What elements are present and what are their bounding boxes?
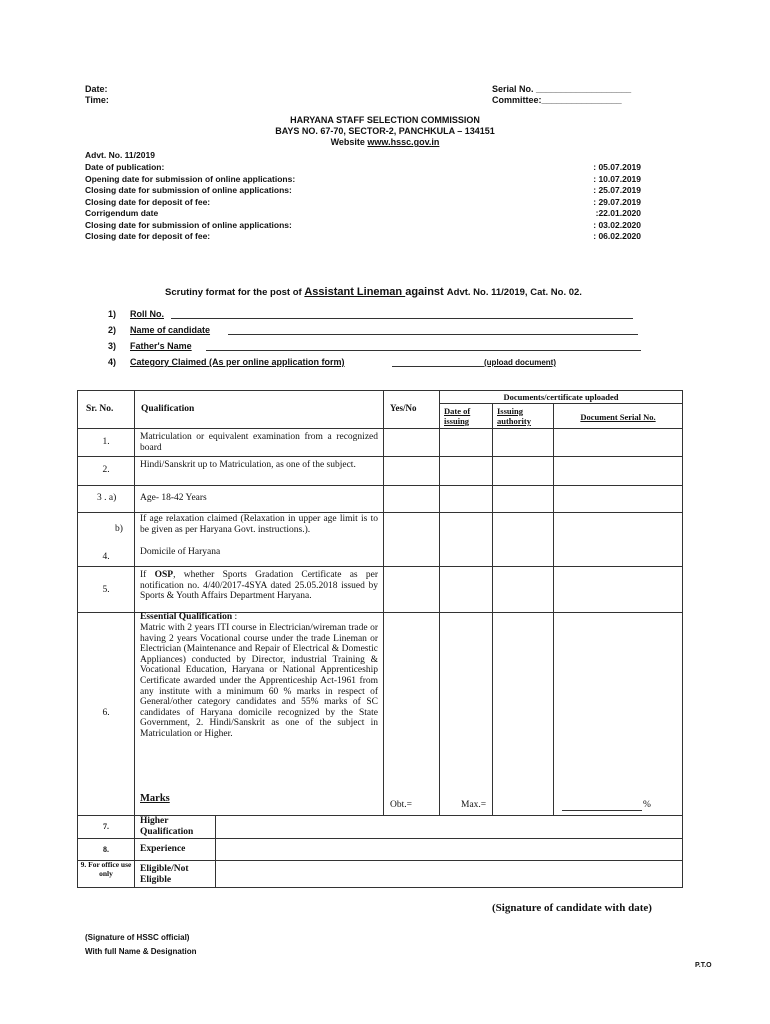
time-label: Time: <box>85 95 109 105</box>
pto-label: P.T.O <box>695 962 712 969</box>
committee-label: Committee:________________ <box>492 95 622 105</box>
row-1-qualification: Matriculation or equivalent examination from a recognized board <box>140 432 378 453</box>
website-prefix: Website <box>330 137 368 147</box>
father-name-field[interactable]: 3) Father's Name <box>108 341 192 351</box>
date-row: Closing date for submission of online applications: : 25.07.2019 <box>85 185 641 195</box>
row-1-sr: 1. <box>102 437 110 447</box>
row-7-sr: 7. <box>103 822 109 831</box>
col-date-issuing: Date of issuing <box>444 406 471 426</box>
col-document-serial: Document Serial No. <box>580 412 656 422</box>
date-label: Date: <box>85 84 108 94</box>
row-9-eligibility: Eligible/Not Eligible <box>140 864 189 885</box>
date-row: Closing date for deposit of fee: : 06.02.2020 <box>85 231 641 241</box>
row-6-sr: 6. <box>102 708 110 718</box>
roll-no-field[interactable]: 1) Roll No. <box>108 309 164 319</box>
col-documents: Documents/certificate uploaded <box>503 392 619 402</box>
post-name: Assistant Lineman <box>304 286 406 298</box>
obtained-marks[interactable]: Obt.= <box>390 800 412 810</box>
category-field[interactable]: 4) Category Claimed (As per online application form) <box>108 357 345 367</box>
website-link[interactable]: www.hssc.gov.in <box>367 137 440 147</box>
col-issuing-authority: Issuing authority <box>497 406 531 426</box>
col-yes-no: Yes/No <box>390 403 417 413</box>
designation-line: With full Name & Designation <box>85 947 197 956</box>
marks-label: Marks <box>140 793 170 804</box>
org-name: HARYANA STAFF SELECTION COMMISSION <box>290 115 480 125</box>
max-marks[interactable]: Max.= <box>461 800 487 810</box>
date-row: Opening date for submission of online applications: : 10.07.2019 <box>85 174 641 184</box>
scrutiny-title: Scrutiny format for the post of Assistant Lineman against Advt. No. 11/2019, Cat. No. 02. <box>165 286 582 298</box>
upload-document-link[interactable]: (upload document) <box>484 358 556 367</box>
row-8-qualification: Experience <box>140 844 186 854</box>
percent-sign: % <box>643 800 651 810</box>
row-7-qualification: Higher Qualification <box>140 816 194 837</box>
row-4-qualification: Domicile of Haryana <box>140 547 221 557</box>
candidate-signature: (Signature of candidate with date) <box>492 902 652 914</box>
date-row: Corrigendum date :22.01.2020 <box>85 208 641 218</box>
serial-no-label: Serial No. ___________________ <box>492 84 632 94</box>
date-row: Closing date for submission of online applications: : 03.02.2020 <box>85 220 641 230</box>
row-2-qualification: Hindi/Sanskrit up to Matriculation, as one of the subject. <box>140 460 356 470</box>
row-3a-sr: 3 . a) <box>97 493 117 503</box>
row-5-sr: 5. <box>102 585 110 595</box>
org-address: BAYS NO. 67-70, SECTOR-2, PANCHKULA – 134151 <box>275 126 495 136</box>
row-4-sr: 4. <box>102 552 110 562</box>
row-2-sr: 2. <box>102 465 110 475</box>
row-6-qualification: Matric with 2 years ITI course in Electrician/wireman trade or having 2 years Vocational course under the trade Lineman or Electrician (Maintenance and Repair of Electrical & Domestic Appliances) conducted by Director, industrial Training & Vocational Education, Haryana or National Apprenticeship Certificate awarded under the Apprenticeship Act-1961 from any institute with a minimum 60 % marks in respect of General/other category candidates and 55% marks of SC candidates of Haryana domicile recognized by the State Government, 2. Hindi/Sanskrit as one of the subject in Matriculation or Higher. <box>140 623 378 739</box>
row-3a-qualification: Age- 18-42 Years <box>140 493 207 503</box>
row-8-sr: 8. <box>103 845 109 854</box>
row-3b-sr: b) <box>115 524 123 534</box>
date-row: Date of publication: : 05.07.2019 <box>85 162 641 172</box>
candidate-name-field[interactable]: 2) Name of candidate <box>108 325 211 335</box>
date-row: Closing date for deposit of fee: : 29.07.2019 <box>85 197 641 207</box>
advt-number: Advt. No. 11/2019 <box>85 150 155 160</box>
row-3b-qualification: If age relaxation claimed (Relaxation in upper age limit is to be given as per Haryana Govt. instructions.). <box>140 514 378 535</box>
org-website-line <box>200 137 570 147</box>
row-6-heading: Essential Qualification : <box>140 612 238 622</box>
row-5-qualification: If OSP, whether Sports Gradation Certificate as per notification no. 4/40/2017-4SYA dated 25.05.2018 issued by Sports & Youth Affairs Department Haryana. <box>140 570 379 602</box>
col-qualification: Qualification <box>141 404 195 414</box>
row-9-sr: 9. For office use only <box>80 860 132 878</box>
official-signature: (Signature of HSSC official) <box>85 933 190 942</box>
col-sr-no: Sr. No. <box>86 404 114 414</box>
